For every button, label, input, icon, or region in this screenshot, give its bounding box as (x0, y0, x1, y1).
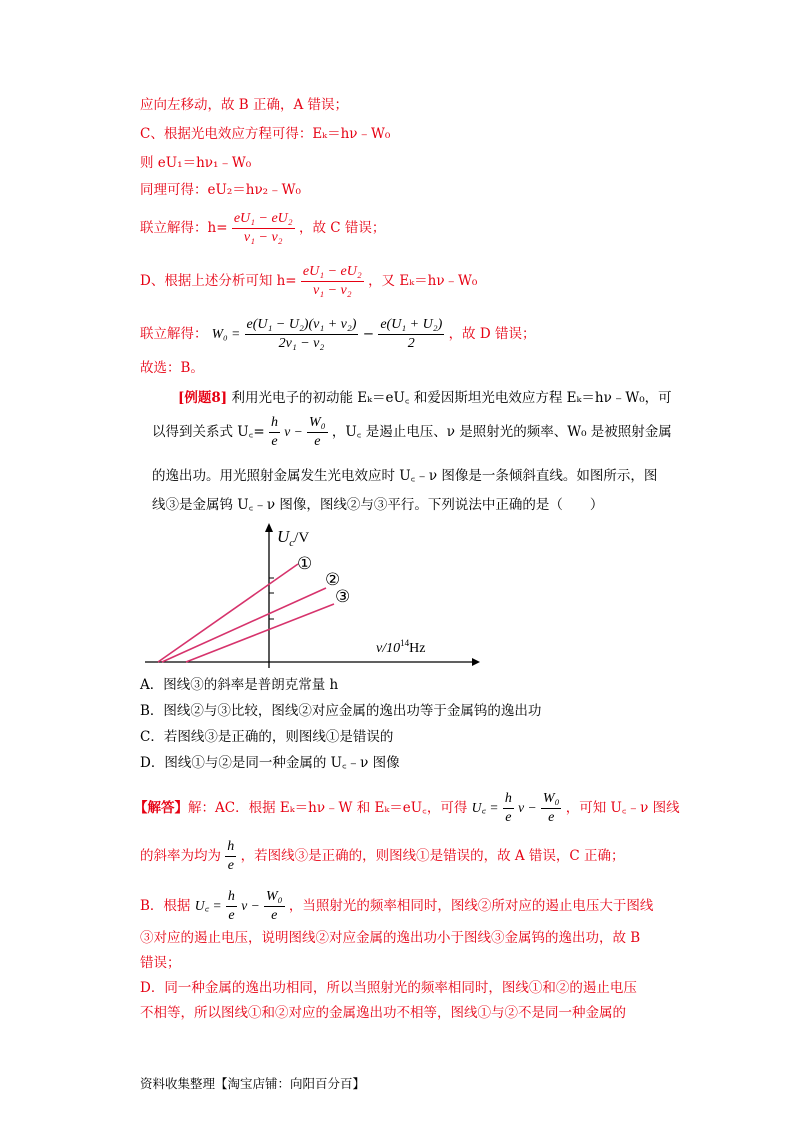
answer-line-2 (140, 838, 625, 875)
solution-line-3: 则 eU₁＝hν₁﹣W₀ (140, 155, 252, 171)
answer-h-fraction (503, 790, 514, 827)
answer-line-d1: D．同一种金属的逸出功相同，所以当照射光的频率相同时，图线①和②的遏止电压 (140, 980, 637, 996)
y-axis-label: $U_c/V$ (277, 527, 310, 549)
slope-numerator: h (225, 838, 236, 857)
graph-line-2 (162, 588, 326, 662)
answer-b-w0-fraction (264, 888, 285, 925)
answer-w0-fraction (541, 790, 562, 827)
solution-line-1: 应向左移动，故 B 正确，A 错误； (140, 97, 349, 113)
example-tag: [例题8] (178, 390, 228, 406)
answer-w0-denominator: e (548, 810, 555, 825)
answer-line-d2: 不相等，所以图线①和②对应的金属逸出功不相等，图线①与②不是同一种金属的 (140, 1005, 626, 1021)
answer-text-2-prefix: 的斜率为均为 (140, 848, 221, 864)
answer-text-1: 解：AC．根据 Eₖ＝hν﹣W 和 Eₖ＝eU꜀，可得 (188, 800, 468, 816)
option-b: B．图线②与③比较，图线②对应金属的逸出功等于金属钨的逸出功 (140, 703, 542, 719)
example-line-1 (178, 388, 672, 408)
answer-b-uc-lhs: U꜀ = (194, 898, 222, 913)
w0-over-e-fraction (307, 414, 328, 451)
answer-h-numerator: h (503, 790, 514, 809)
answer-h-denominator: e (505, 810, 512, 825)
answer-b-prefix: B．根据 (140, 898, 191, 914)
answer-b-suffix: ，当照射光的频率相同时，图线②所对应的遏止电压大于图线 (288, 898, 654, 914)
answer-tag: 【解答】 (134, 800, 188, 816)
h-fraction-denominator: ν₁ − ν₂ (243, 230, 283, 245)
answer-b-h-fraction (226, 888, 237, 925)
solution-line-2: C、根据光电效应方程可得：Eₖ＝hν﹣W₀ (140, 126, 391, 142)
slope-h-over-e (225, 838, 236, 875)
answer-b-h-numerator: h (226, 888, 237, 907)
w0-fraction-2-denominator: 2 (407, 336, 415, 351)
answer-b-h-denominator: e (228, 908, 235, 923)
example-line-3: 的逸出功。用光照射金属发生光电效应时 U꜀﹣ν 图像是一条倾斜直线。如图所示，图 (152, 468, 658, 484)
answer-text-2-suffix: ，若图线③是正确的，则图线①是错误的，故 A 错误，C 正确； (240, 848, 625, 864)
w0-fraction-2 (378, 316, 444, 353)
example-line-2 (152, 414, 672, 451)
line-label-1: ① (297, 554, 313, 573)
answer-b-w0-numerator: W₀ (264, 888, 285, 907)
answer-line-b1 (140, 888, 653, 925)
w0-fraction-1 (245, 316, 359, 353)
w0-fraction-2-numerator: e(U₁ + U₂) (378, 316, 444, 335)
solution-line-6 (140, 263, 477, 300)
uc-nu-graph (140, 520, 480, 670)
solution-line-8: 故选：B。 (140, 360, 204, 376)
solution-line-7 (140, 316, 535, 353)
line6-suffix: ，又 Eₖ＝hν﹣W₀ (368, 273, 478, 289)
answer-nu-minus: ν − (518, 800, 537, 815)
h-fraction-2 (301, 263, 364, 300)
example-line-4: 线③是金属钨 U꜀﹣ν 图像，图线②与③平行。下列说法中正确的是（ ） (152, 497, 604, 513)
line6-prefix: D、根据上述分析可知 h= (140, 273, 297, 289)
y-axis-arrow (265, 523, 273, 532)
minus-sign: − (362, 326, 375, 342)
solution-line-5 (140, 210, 385, 247)
line5-prefix: 联立解得：h= (140, 220, 228, 236)
w0-over-e-denominator: e (314, 434, 321, 449)
h-fraction-2-denominator: ν₁ − ν₂ (313, 283, 352, 298)
graph-line-1 (158, 564, 298, 662)
line-label-2: ② (325, 570, 341, 589)
w0-fraction-1-numerator: e(U₁ − U₂)(ν₁ + ν₂) (245, 316, 359, 335)
example-text-1: 利用光电子的初动能 Eₖ＝eU꜀ 和爱因斯坦光电效应方程 Eₖ＝hν﹣W₀，可 (231, 390, 672, 406)
answer-line-b3: 错误； (140, 955, 181, 971)
h-over-e-numerator: h (269, 414, 280, 433)
option-c: C．若图线③是正确的，则图线①是错误的 (140, 729, 394, 745)
h-over-e-denominator: e (271, 434, 278, 449)
line-label-3: ③ (335, 587, 351, 606)
line7-suffix: ，故 D 错误； (448, 326, 536, 342)
answer-b-nu-minus: ν − (241, 898, 260, 913)
w0-fraction-1-denominator: 2ν₁ − ν₂ (278, 336, 325, 351)
h-fraction-numerator: eU₁ − eU₂ (232, 210, 295, 229)
slope-denominator: e (227, 858, 234, 873)
answer-line-b2: ③对应的遏止电压，说明图线②对应金属的逸出功小于图线③金属钨的逸出功，故 B (140, 930, 641, 946)
example-text-2-suffix: ，U꜀ 是遏止电压、ν 是照射光的频率、W₀ 是被照射金属 (331, 424, 672, 440)
solution-line-4: 同理可得：eU₂＝hν₂﹣W₀ (140, 182, 301, 198)
line7-prefix: 联立解得： (140, 326, 208, 342)
w0-over-e-numerator: W₀ (307, 414, 328, 433)
example-text-2-prefix: 以得到关系式 U꜀= (152, 424, 265, 440)
nu-minus: ν − (284, 424, 303, 439)
line5-suffix: ，故 C 错误； (298, 220, 386, 236)
answer-w0-numerator: W₀ (541, 790, 562, 809)
answer-b-w0-denominator: e (271, 908, 278, 923)
x-axis-arrow (472, 658, 480, 666)
w0-lhs: W₀ = (211, 326, 241, 341)
h-over-e-fraction (269, 414, 280, 451)
answer-line-1 (134, 790, 680, 827)
graph-line-3 (186, 604, 334, 662)
h-fraction (232, 210, 295, 247)
option-d: D．图线①与②是同一种金属的 U꜀﹣ν 图像 (140, 755, 400, 771)
option-a: A．图线③的斜率是普朗克常量 h (140, 677, 339, 693)
h-fraction-2-numerator: eU₁ − eU₂ (301, 263, 364, 282)
uc-lhs: U꜀ = (471, 800, 499, 815)
answer-text-1-suffix: ，可知 U꜀﹣ν 图线 (565, 800, 680, 816)
x-axis-label: $\nu/10^{14}Hz$ (376, 638, 426, 656)
page-footer: 资料收集整理【淘宝店铺：向阳百分百】 (140, 1076, 366, 1091)
